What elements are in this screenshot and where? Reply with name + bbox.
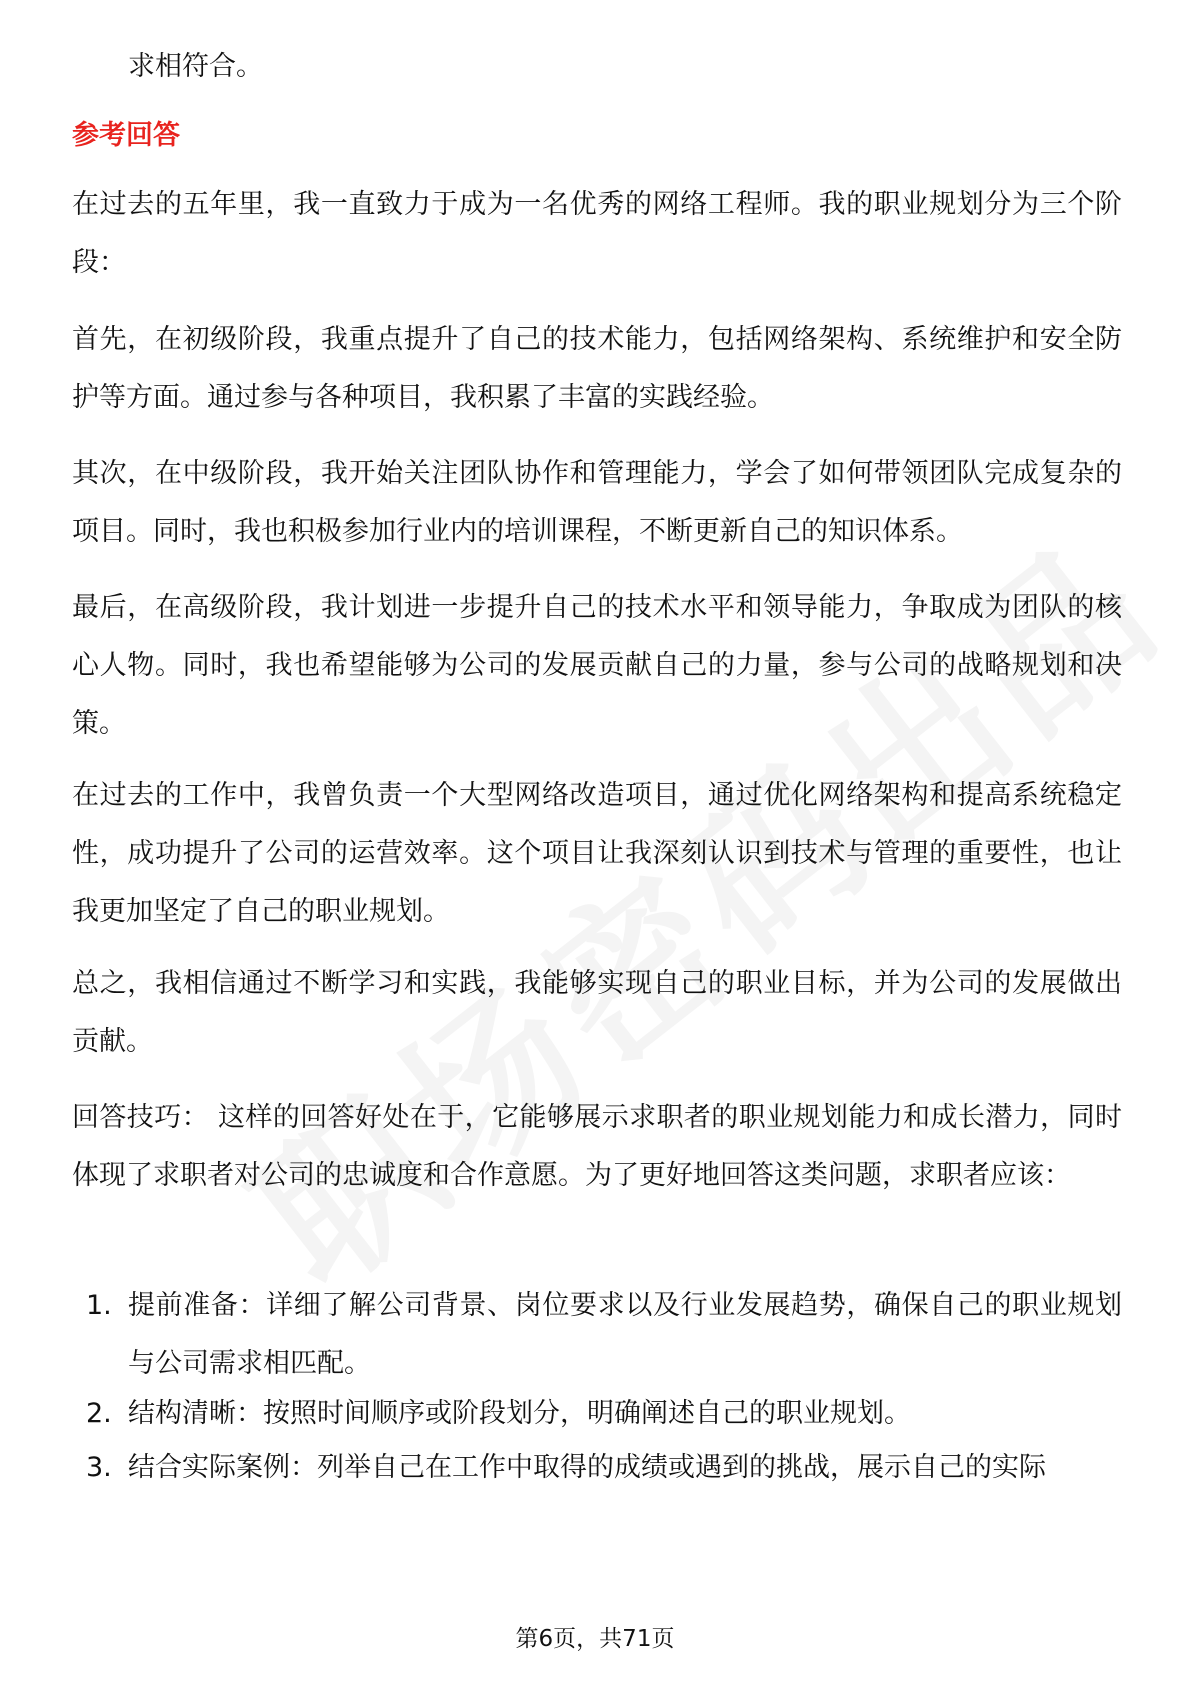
list-item-text: 结合实际案例：列举自己在工作中取得的成绩或遇到的挑战，展示自己的实际 (128, 1452, 1046, 1483)
section-heading: 参考回答 (72, 120, 180, 151)
paragraph-summary: 总之，我相信通过不断学习和实践，我能够实现自己的职业目标，并为公司的发展做出贡献。 (72, 968, 1122, 1057)
list-item-number: 2. (86, 1398, 112, 1429)
paragraph-intro: 在过去的五年里，我一直致力于成为一名优秀的网络工程师。我的职业规划分为三个阶段： (72, 189, 1122, 278)
paragraph-third-stage: 最后，在高级阶段，我计划进一步提升自己的技术水平和领导能力，争取成为团队的核心人物。同时，我也希望能够为公司的发展贡献自己的力量，参与公司的战略规划和决策。 (72, 592, 1122, 739)
paragraph-tips: 回答技巧： 这样的回答好处在于，它能够展示求职者的职业规划能力和成长潜力，同时体现了求职者对公司的忠诚度和合作意愿。为了更好地回答这类问题，求职者应该： (72, 1102, 1122, 1191)
list-item-text: 结构清晰：按照时间顺序或阶段划分，明确阐述自己的职业规划。 (128, 1398, 911, 1429)
list-item-text: 提前准备：详细了解公司背景、岗位要求以及行业发展趋势，确保自己的职业规划与公司需求相匹配。 (128, 1290, 1122, 1379)
list-item-number: 3. (86, 1452, 112, 1483)
page-footer: 第6页，共71页 (515, 1626, 675, 1652)
list-item-number: 1. (86, 1290, 112, 1321)
paragraph-first-stage: 首先，在初级阶段，我重点提升了自己的技术能力，包括网络架构、系统维护和安全防护等方面。通过参与各种项目，我积累了丰富的实践经验。 (72, 324, 1122, 413)
paragraph-second-stage: 其次，在中级阶段，我开始关注团队协作和管理能力，学会了如何带领团队完成复杂的项目。同时，我也积极参加行业内的培训课程，不断更新自己的知识体系。 (72, 458, 1122, 547)
paragraph-continued: 求相符合。 (128, 51, 263, 82)
paragraph-project: 在过去的工作中，我曾负责一个大型网络改造项目，通过优化网络架构和提高系统稳定性，成功提升了公司的运营效率。这个项目让我深刻认识到技术与管理的重要性，也让我更加坚定了自己的职业规划。 (72, 780, 1122, 927)
